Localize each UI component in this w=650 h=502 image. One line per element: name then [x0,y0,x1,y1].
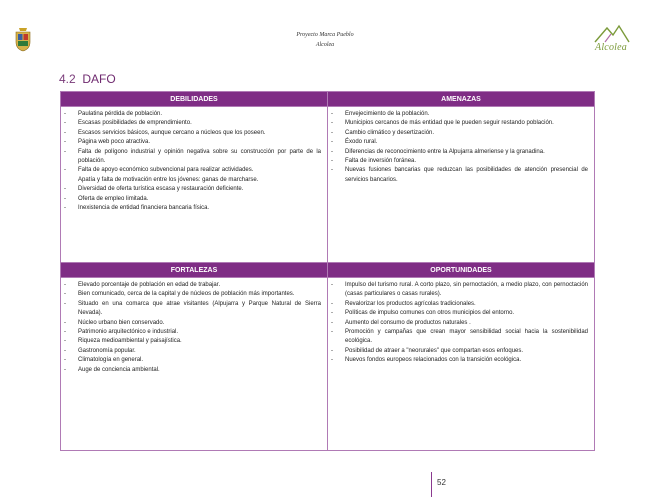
amenazas-list [331,110,588,185]
debilidades-list [64,110,321,213]
list-item: - Oferta de empleo limitada. [64,195,321,204]
list-item: - Página web poco atractiva. [64,138,321,147]
list-item: - Políticas de impulso comunes con otros municipios del entorno. [331,309,588,318]
list-item: - Falta de polígono industrial y opinión negativa sobre su construcción por parte de la población. [64,148,321,167]
list-item: - Climatología en general. [64,356,321,365]
table-row [61,106,594,262]
list-item: - Bien comunicado, cerca de la capital y de núcleos de población más importantes. [64,290,321,299]
list-item: - Revalorizar los productos agrícolas tradicionales. [331,300,588,309]
list-item: - Impulso del turismo rural. A corto plazo, sin pernoctación, a medio plazo, con pernoctación (casas particulares o casas rurales). [331,281,588,300]
list-item: - Paulatina pérdida de población. [64,110,321,119]
list-item: - Aumento del consumo de productos naturales . [331,319,588,328]
document-header [0,30,650,50]
section-title [59,72,116,86]
list-item: - Núcleo urbano bien conservado. [64,319,321,328]
fortalezas-cell [61,278,327,450]
table-row [61,277,594,450]
oportunidades-list [331,281,588,366]
list-item: - Situado en una comarca que atrae visitantes (Alpujarra y Parque Natural de Sierra Nevada). [64,300,321,319]
section-number: 4.2 [59,72,76,86]
oportunidades-cell [327,278,594,450]
debilidades-cell [61,107,327,262]
section-name: DAFO [82,72,116,86]
list-item: Apatía y falta de motivación entre los jóvenes: ganas de marcharse. [78,176,259,183]
list-item: - Elevado porcentaje de población en edad de trabajar. [64,281,321,290]
amenazas-cell [327,107,594,262]
list-item: - Falta de apoyo económico subvencional para realizar actividades. [64,166,321,175]
oportunidades-header: OPORTUNIDADES [327,263,594,277]
list-item: - Inexistencia de entidad financiera bancaria física. [64,204,321,213]
list-item: - Diferencias de reconocimiento entre la Alpujarra almeriense y la granadina. [331,148,588,157]
dafo-table [60,91,595,451]
list-item: - Nuevas fusiones bancarias que reduzcan las posibilidades de atención presencial de servicios bancarios. [331,166,588,185]
list-item: - Patrimonio arquitectónico e industrial. [64,328,321,337]
page-number: 52 [437,478,446,487]
list-item: - Posibilidad de atraer a "neorurales" que compartan esos enfoques. [331,347,588,356]
logo-wordmark: Alcolea [595,42,627,53]
debilidades-header: DEBILIDADES [170,95,218,103]
town-logo [585,22,637,54]
list-item: - Auge de conciencia ambiental. [64,366,321,375]
header-project-line: Proyecto Marca Pueblo [296,32,354,38]
fortalezas-header: FORTALEZAS [170,266,218,274]
table-header-row [61,262,594,277]
mountain-logo-icon [585,22,637,44]
table-header-row [61,92,594,106]
header-town-line: Alcolea [315,42,335,48]
list-item: - Falta de inversión foránea. [331,157,588,166]
list-item: - Riqueza medioambiental y paisajística. [64,337,321,346]
page-number-divider [431,472,432,497]
list-item: - Municipios cercanos de más entidad que le pueden seguir restando población. [331,119,588,128]
list-item: - Envejecimiento de la población. [331,110,588,119]
list-item: - Éxodo rural. [331,138,588,147]
list-item: - Gastronomía popular. [64,347,321,356]
amenazas-header: AMENAZAS [327,92,594,106]
list-item: - Cambio climático y desertización. [331,129,588,138]
list-item: - Nuevos fondos europeos relacionados con la transición ecológica. [331,356,588,365]
list-item: - Diversidad de oferta turística escasa y restauración deficiente. [64,185,321,194]
list-item: - Escasos servicios básicos, aunque cercano a núcleos que los poseen. [64,129,321,138]
list-item: - Promoción y campañas que crean mayor sensibilidad social hacia la sostenibilidad ecológica. [331,328,588,347]
list-item: - Escasas posibilidades de emprendimiento. [64,119,321,128]
fortalezas-list [64,281,321,375]
